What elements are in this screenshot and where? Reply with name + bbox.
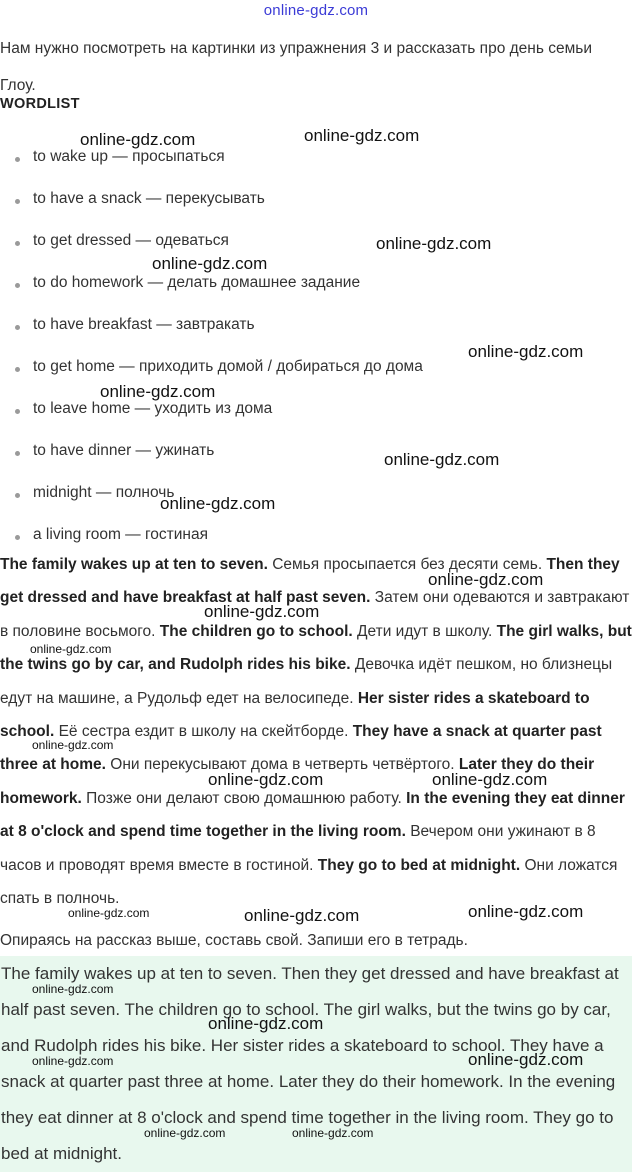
watermark-text: online-gdz.com xyxy=(376,234,492,253)
wordlist-item: to have dinner — ужинать xyxy=(0,432,600,474)
watermark-text: online-gdz.com xyxy=(304,126,420,145)
wordlist-item: to have breakfast — завтракать xyxy=(0,306,600,348)
story-en-sentence: Her sister rides a skateboard to school. xyxy=(0,689,590,741)
wordlist-item: to get dressed — одеваться xyxy=(0,222,600,264)
task-instruction: Опираясь на рассказ выше, составь свой. Запиши его в тетрадь. xyxy=(0,932,468,949)
watermark-text: online-gdz.com xyxy=(68,906,150,920)
watermark-text: online-gdz.com xyxy=(100,382,216,401)
watermark-text: online-gdz.com xyxy=(144,1126,226,1140)
wordlist-item: to wake up — просыпаться xyxy=(0,138,600,180)
watermark-text: online-gdz.com xyxy=(432,770,548,789)
answer-block: The family wakes up at ten to seven. Then they get dressed and have breakfast at half past seven. The children go to school. The girl walks, but the twins go by car, and Rudolph rides his bike. Her sister rides a skateboard to school. They have a snack at quarter past three at home. Later they do their homework. In the evening they eat dinner at 8 o'clock and spend time together in the living room. They go to bed at midnight. xyxy=(0,956,632,1172)
story-en-sentence: They have a snack at quarter past three at home. xyxy=(0,723,602,774)
watermark-text: online-gdz.com xyxy=(32,982,114,996)
watermark-text: online-gdz.com xyxy=(32,1054,114,1068)
story-en-sentence: Then they get dressed and have breakfast at half past seven. xyxy=(0,556,620,607)
watermark-text: online-gdz.com xyxy=(468,342,584,361)
site-watermark-top: online-gdz.com xyxy=(263,2,369,19)
story-en-sentence: The children go to school. xyxy=(159,622,353,640)
watermark-text: online-gdz.com xyxy=(468,902,584,921)
story-ru-sentence: Её сестра ездит в школу на скейтборде. xyxy=(58,723,349,741)
watermark-text: online-gdz.com xyxy=(204,602,320,621)
intro-paragraph: Нам нужно посмотреть на картинки из упражнения 3 и рассказать про день семьи Глоу. xyxy=(0,40,592,94)
story-ru-sentence: Позже они делают свою домашнюю работу. xyxy=(86,789,402,807)
wordlist-item: to get home — приходить домой / добираться до дома xyxy=(0,348,600,390)
watermark-text: online-gdz.com xyxy=(208,1014,324,1033)
watermark-text: online-gdz.com xyxy=(80,130,196,149)
watermark-text: online-gdz.com xyxy=(244,906,360,925)
story-ru-sentence: Они перекусывают дома в четверть четвёртого. xyxy=(110,756,455,774)
watermark-text: online-gdz.com xyxy=(160,494,276,513)
watermark-text: online-gdz.com xyxy=(152,254,268,273)
story-en-sentence: The family wakes up at ten to seven. xyxy=(0,556,268,573)
story-ru-sentence: Дети идут в школу. xyxy=(357,622,493,640)
watermark-text: online-gdz.com xyxy=(292,1126,374,1140)
watermark-text: online-gdz.com xyxy=(468,1050,584,1069)
wordlist-item: to have a snack — перекусывать xyxy=(0,180,600,222)
watermark-text: online-gdz.com xyxy=(32,738,114,752)
watermark-text: online-gdz.com xyxy=(208,770,324,789)
wordlist-heading: WORDLIST xyxy=(0,96,80,112)
story-en-sentence: They go to bed at midnight. xyxy=(317,856,521,874)
wordlist-item: to leave home — уходить из дома xyxy=(0,390,600,432)
watermark-text: online-gdz.com xyxy=(384,450,500,469)
story-ru-sentence: Семья просыпается без десяти семь. xyxy=(272,556,543,573)
story-ru-sentence: Они ложатся спать в полночь. xyxy=(0,856,618,908)
story-ru-sentence: Девочка идёт пешком, но близнецы едут на машине, а Рудольф едет на велосипеде. xyxy=(0,656,613,707)
wordlist-item: to do homework — делать домашнее задание xyxy=(0,264,600,306)
story-en-sentence: In the evening they eat dinner at 8 o'clock and spend time together in the living room. xyxy=(0,789,625,841)
wordlist-item: midnight — полночь xyxy=(0,474,600,516)
story-en-sentence: Later they do their homework. xyxy=(0,756,595,807)
story-ru-sentence: Затем они одеваются и завтракают в половине восьмого. xyxy=(0,589,630,640)
story-ru-sentence: Вечером они ужинают в 8 часов и проводят время вместе в гостиной. xyxy=(0,823,596,874)
watermark-text: online-gdz.com xyxy=(30,642,112,656)
wordlist-item: a living room — гостиная xyxy=(0,516,600,558)
watermark-text: online-gdz.com xyxy=(428,570,544,589)
story-en-sentence: The girl walks, but the twins go by car, and Rudolph rides his bike. xyxy=(0,622,632,674)
